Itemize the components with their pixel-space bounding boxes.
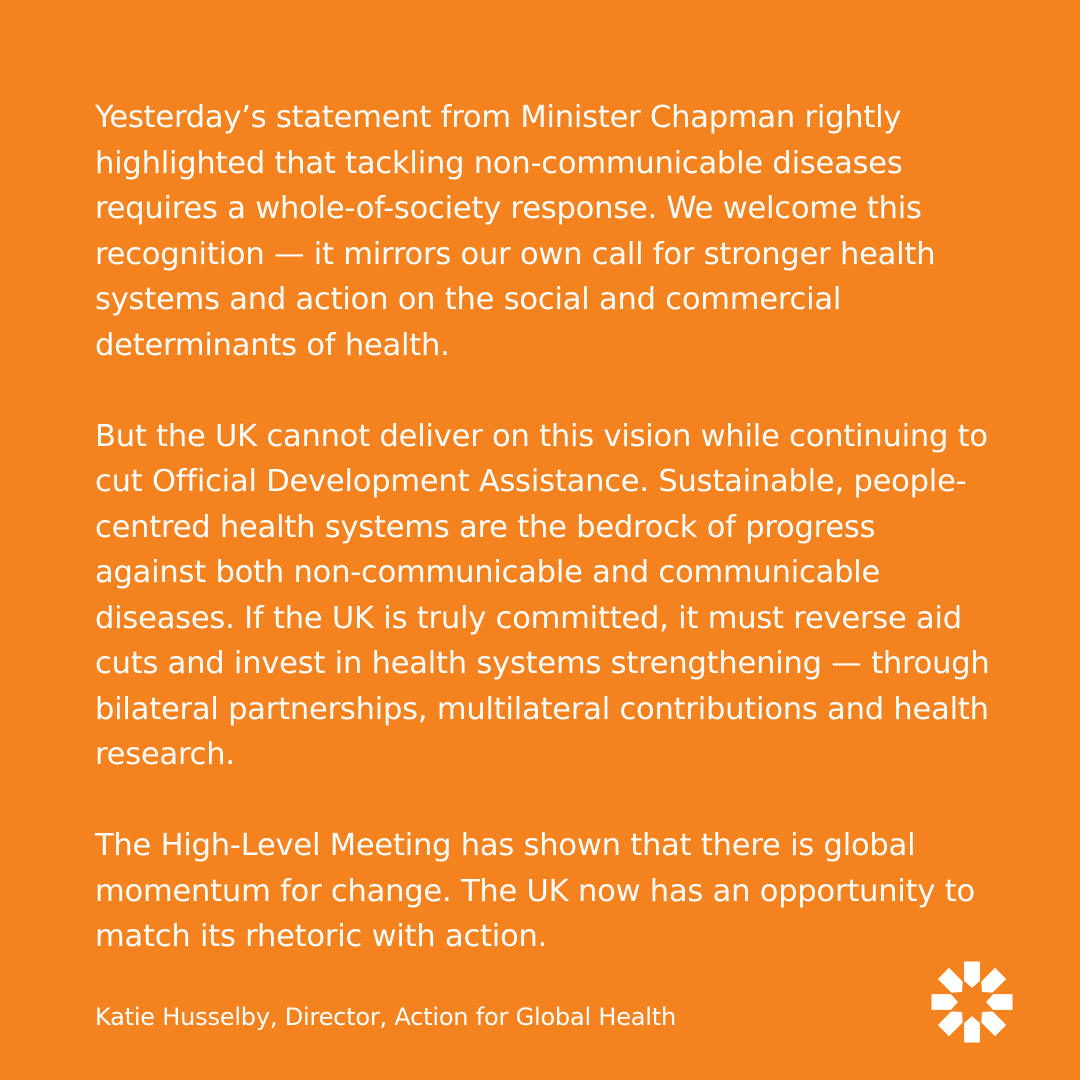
quote-paragraph-3: The High-Level Meeting has shown that there is global momentum for change. The UK now has an opportunity to match its rhetoric with action. — [95, 828, 975, 954]
quote-paragraph-1: Yesterday’s statement from Minister Chapman rightly highlighted that tackling non-communicable diseases requires a whole-of-society response. We welcome this recognition — it mirrors our own call for stronger health systems and action on the social and commercial determinants of health. — [95, 100, 936, 363]
quote-paragraph-2: But the UK cannot deliver on this vision while continuing to cut Official Development Assistance. Sustainable, people-centred health systems are the bedrock of progress against both non-communicable and communicable diseases. If the UK is truly committed, it must reverse aid cuts and invest in health systems strengthening — through bilateral partnerships, multilateral contributions and health research. — [95, 418, 990, 772]
asterisk-star-logo-icon — [928, 958, 1016, 1046]
quote-attribution: Katie Husselby, Director, Action for Global Health — [95, 1003, 676, 1031]
quote-text — [95, 95, 995, 960]
